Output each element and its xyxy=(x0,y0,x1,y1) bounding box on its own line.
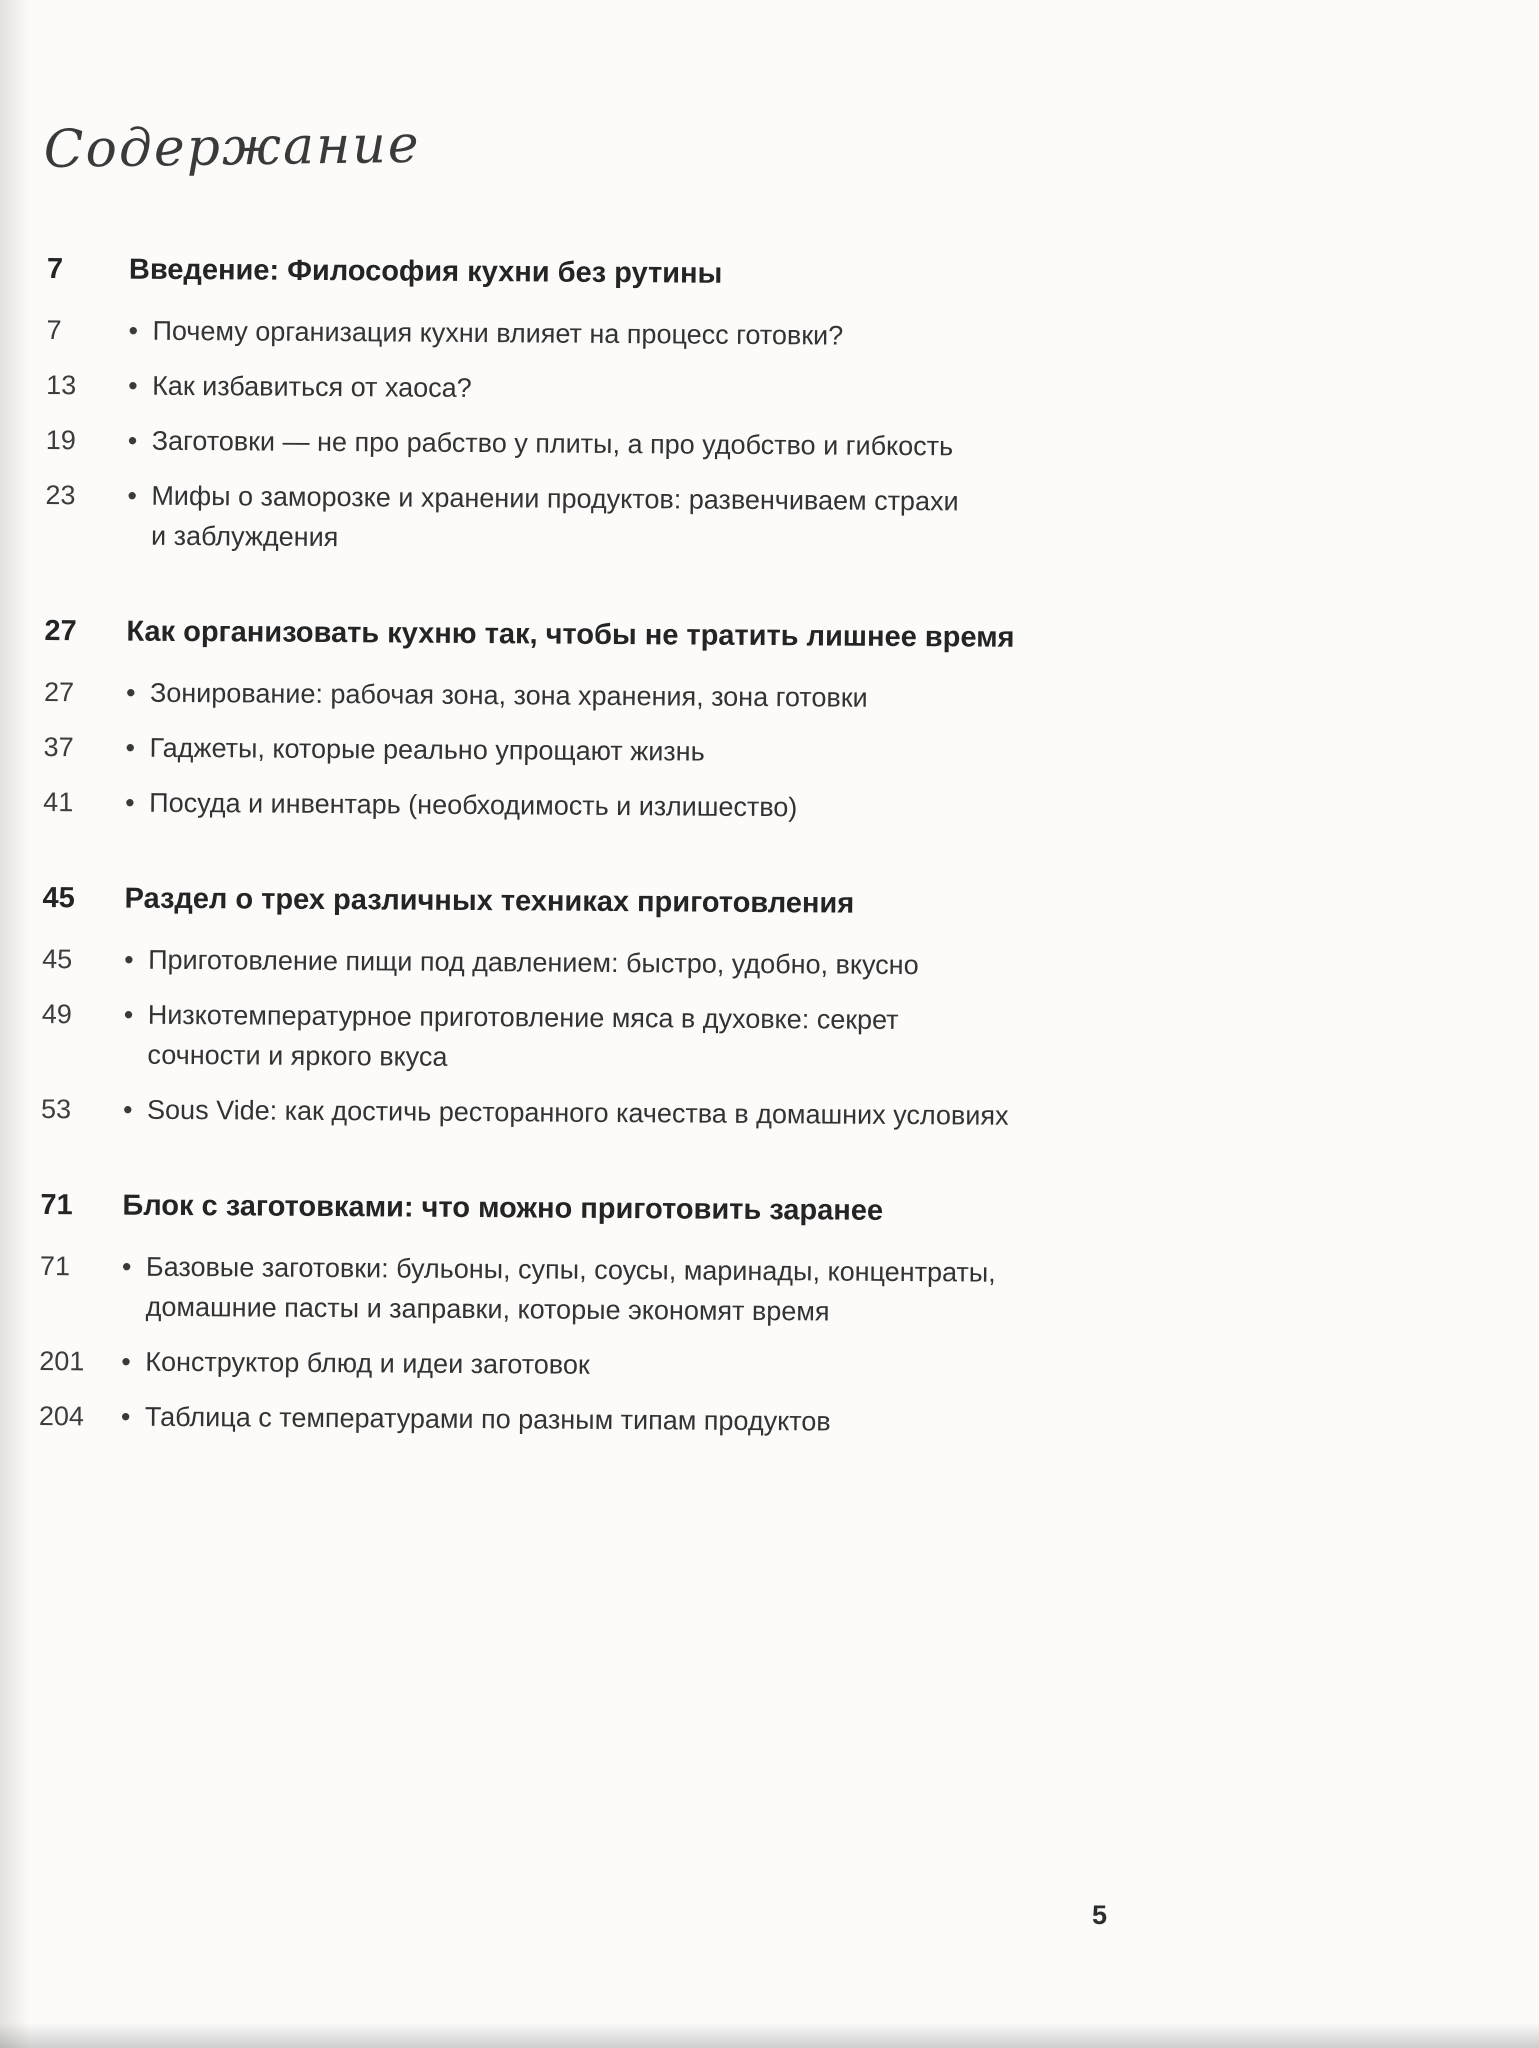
toc-item-row xyxy=(39,783,1179,831)
item-text: Приготовление пищи под давлением: быстро, удобно, вкусно xyxy=(148,944,919,981)
item-text: Зонирование: рабочая зона, зона хранения, зона готовки xyxy=(149,677,868,713)
item-page-number: 49 xyxy=(41,999,72,1030)
item-page-number: 204 xyxy=(38,1400,85,1432)
section-page-number: 71 xyxy=(40,1188,73,1222)
section-page-number: 27 xyxy=(44,614,77,648)
toc-item-row xyxy=(37,1090,1177,1138)
bullet-icon xyxy=(126,674,150,713)
section-row xyxy=(43,250,1183,297)
section-heading: Как организовать кухню так, чтобы не тратить лишнее время xyxy=(126,615,1015,654)
list-item xyxy=(125,784,797,829)
list-item xyxy=(123,1090,1009,1136)
section-page-number: 45 xyxy=(42,881,75,915)
item-page-number: 45 xyxy=(42,944,73,975)
list-item xyxy=(127,477,959,563)
item-page-number: 7 xyxy=(46,315,62,346)
item-text: Заготовки — не про рабство у плиты, а про удобство и гибкость xyxy=(151,425,954,462)
section-page-number: 7 xyxy=(46,253,64,286)
toc-item-row xyxy=(37,995,1178,1083)
list-item xyxy=(122,1248,996,1334)
toc-content xyxy=(34,114,1184,1501)
item-text: Конструктор блюд и идеи заготовок xyxy=(145,1346,590,1380)
item-page-number: 27 xyxy=(43,677,75,708)
list-item xyxy=(121,1397,831,1442)
item-text: Sous Vide: как достичь ресторанного качества в домашних условиях xyxy=(146,1094,1009,1131)
item-text: Посуда и инвентарь (необходимость и излишество) xyxy=(149,787,798,823)
list-item xyxy=(123,996,898,1081)
toc-item-row xyxy=(42,311,1182,359)
bullet-icon xyxy=(128,367,152,406)
toc-item-row xyxy=(39,728,1179,776)
item-text: Таблица с температурами по разным типам продуктов xyxy=(144,1401,831,1437)
toc-item-row xyxy=(35,1397,1175,1445)
toc-item-row xyxy=(41,476,1182,564)
list-item xyxy=(124,941,919,986)
section-row xyxy=(38,879,1178,926)
item-page-number: 13 xyxy=(46,370,77,401)
list-item xyxy=(128,367,472,409)
section-row xyxy=(36,1186,1176,1233)
section-row xyxy=(40,612,1180,659)
folio-page-number: 5 xyxy=(1092,1900,1108,1930)
bullet-icon xyxy=(121,1342,145,1381)
item-page-number: 41 xyxy=(43,786,74,818)
section-heading: Введение: Философия кухни без рутины xyxy=(128,253,723,290)
bullet-icon xyxy=(124,941,148,980)
bullet-icon xyxy=(125,729,149,768)
item-text: Как избавиться от хаоса? xyxy=(152,370,472,404)
bullet-icon xyxy=(125,784,149,823)
table-of-contents xyxy=(35,250,1183,1445)
item-page-number: 53 xyxy=(40,1093,72,1125)
toc-item-row xyxy=(42,421,1182,469)
item-page-number: 201 xyxy=(39,1345,85,1377)
item-text: Базовые заготовки: бульоны, супы, соусы, маринады, концентраты, домашние пасты и заправки, которые экономят время xyxy=(145,1251,996,1327)
toc-section xyxy=(39,612,1180,831)
toc-item-row xyxy=(40,673,1180,721)
list-item xyxy=(128,312,843,357)
item-page-number: 71 xyxy=(39,1251,71,1282)
item-page-number: 37 xyxy=(43,732,74,763)
section-heading: Блок с заготовками: что можно приготовить заранее xyxy=(122,1189,884,1227)
section-heading: Раздел о трех различных техниках приготовления xyxy=(124,882,855,920)
bullet-icon xyxy=(124,996,148,1035)
item-text: Гаджеты, которые реально упрощают жизнь xyxy=(149,732,705,767)
list-item xyxy=(125,729,704,773)
item-page-number: 19 xyxy=(45,425,76,456)
bullet-icon xyxy=(128,312,152,351)
item-text: Мифы о заморозке и хранении продуктов: развенчиваем страхи и заблуждения xyxy=(150,480,959,553)
list-item xyxy=(121,1342,590,1385)
item-text: Низкотемпературное приготовление мяса в духовке: секрет сочности и яркого вкуса xyxy=(147,999,899,1072)
bullet-icon xyxy=(128,422,152,461)
toc-item-row xyxy=(42,366,1182,414)
bullet-icon xyxy=(122,1248,146,1287)
item-text: Почему организация кухни влияет на процесс готовки? xyxy=(152,315,844,351)
bullet-icon xyxy=(127,477,151,516)
list-item xyxy=(126,674,868,719)
toc-item-row xyxy=(36,1247,1177,1335)
item-page-number: 23 xyxy=(45,480,76,511)
toc-title: Содержание xyxy=(43,114,421,180)
toc-item-row xyxy=(35,1342,1175,1390)
bullet-icon xyxy=(121,1397,145,1436)
toc-section xyxy=(41,250,1183,564)
list-item xyxy=(128,422,954,468)
toc-item-row xyxy=(38,940,1178,988)
toc-section xyxy=(37,879,1179,1138)
toc-section xyxy=(35,1186,1177,1445)
bullet-icon xyxy=(123,1090,147,1129)
